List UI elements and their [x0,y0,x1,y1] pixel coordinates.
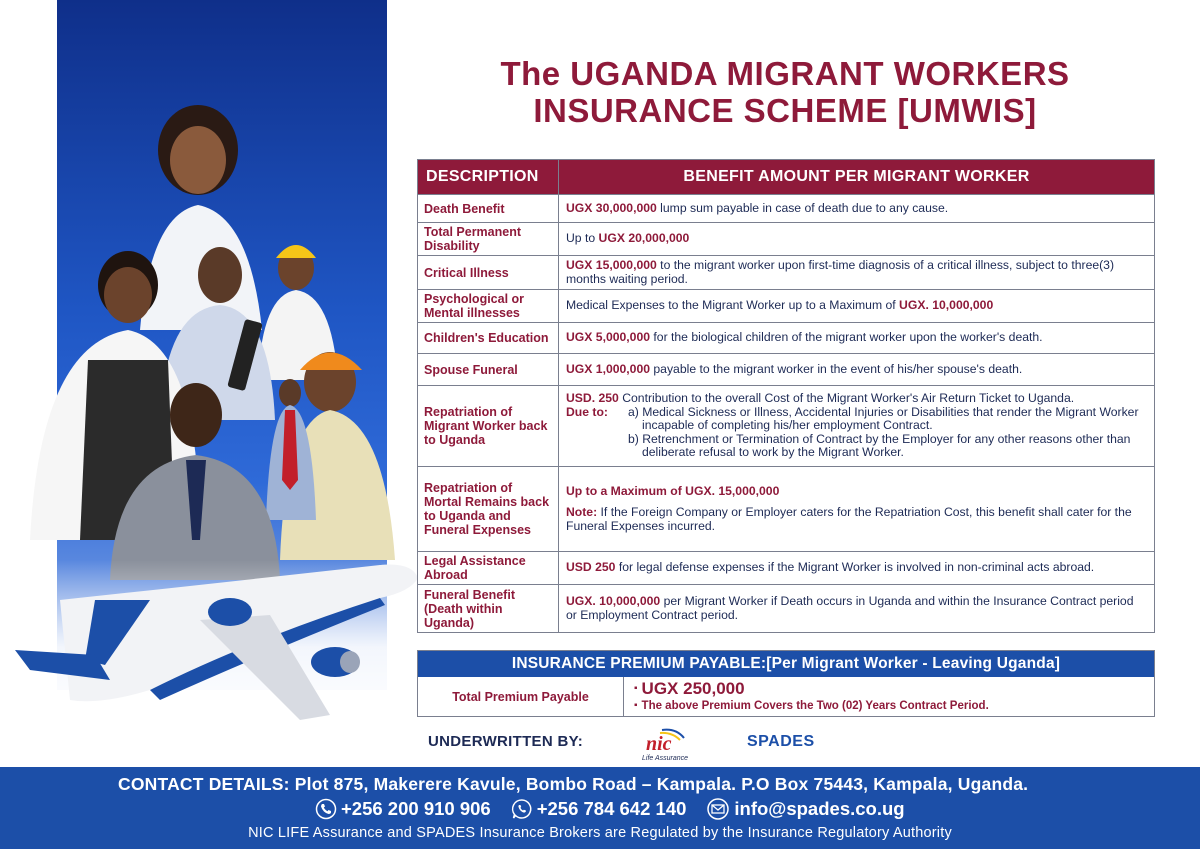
title-line-2: INSURANCE SCHEME [UMWIS] [533,92,1037,129]
contact-address: Plot 875, Makerere Kavule, Bombo Road – Kampala. P.O Box 75443, Kampala, Uganda. [294,774,1029,794]
row-amount: UGX 20,000,000 [598,231,690,246]
note-label: Note: [566,505,598,520]
row-amount: Up to a Maximum of UGX. 15,000,000 [566,483,780,498]
table-header-row [418,160,1155,195]
row-label: Children's Education [418,323,559,354]
table-row [418,323,1155,354]
benefits-table [417,159,1155,633]
phone-number-1: +256 200 910 906 [341,798,491,819]
row-value [559,256,1155,290]
row-label: Total Permanent Disability [418,223,559,256]
table-row [418,552,1155,585]
contact-address-line [118,774,1028,795]
row-value [559,354,1155,386]
row-amount: USD 250 [566,560,616,575]
row-prefix: Up to [566,231,599,246]
row-text: Contribution to the overall Cost of the Migrant Worker's Air Return Ticket to Uganda. [618,391,1075,406]
spades-logo: SPADES [747,733,815,750]
regulation-notice: NIC LIFE Assurance and SPADES Insurance Brokers are Regulated by the Insurance Regulatory Authority [248,825,952,841]
table-row [418,386,1155,467]
due-to-label: Due to: [566,404,608,419]
row-label: Legal Assistance Abroad [418,552,559,585]
row-text: lump sum payable in case of death due to any cause. [656,200,949,215]
row-label: Repatriation of Mortal Remains back to Uganda and Funeral Expenses [418,467,559,552]
whatsapp-icon [511,798,533,820]
premium-header: INSURANCE PREMIUM PAYABLE:[Per Migrant Worker - Leaving Uganda] [418,651,1154,677]
contact-details-label: CONTACT DETAILS: [118,774,290,794]
table-row [418,354,1155,386]
row-value [559,290,1155,323]
nic-life-assurance-logo [632,724,692,764]
table-row [418,585,1155,633]
row-value [559,552,1155,585]
page-title [430,55,1140,129]
table-row [418,223,1155,256]
premium-label: Total Premium Payable [418,677,624,716]
contact-methods [315,798,925,820]
row-amount: UGX 30,000,000 [566,200,657,215]
title-line-1: The UGANDA MIGRANT WORKERS [500,55,1070,92]
due-item-b: b) Retrenchment or Termination of Contract by the Employer for any other reasons other than deliberate refusal to work by the Migrant Worker. [628,431,1131,460]
row-prefix: Medical Expenses to the Migrant Worker up to a Maximum of [566,298,900,313]
row-amount: UGX. 10,000,000 [566,594,661,608]
row-amount: UGX. 10,000,000 [899,298,994,313]
row-label: Funeral Benefit (Death within Uganda) [418,585,559,633]
row-amount: UGX 1,000,000 [566,361,651,376]
premium-row [418,677,1154,716]
nic-logo-subtext: Life Assurance [642,755,689,762]
phone-number-2: +256 784 642 140 [536,798,687,819]
due-item-a: a) Medical Sickness or Illness, Accidental Injuries or Disabilities that render the Migrant Worker incapable of completing his/her employment Contract. [628,404,1139,433]
header-benefit-amount: BENEFIT AMOUNT PER MIGRANT WORKER [559,160,1155,195]
row-amount: UGX 15,000,000 [566,258,657,272]
row-label: Repatriation of Migrant Worker back to Uganda [418,386,559,467]
premium-amount: ▪ UGX 250,000 [634,679,1144,699]
row-value [559,195,1155,223]
row-text: for the biological children of the migrant worker upon the worker's death. [650,330,1043,345]
row-label: Death Benefit [418,195,559,223]
row-value [559,585,1155,633]
premium-table [417,650,1155,717]
nurse-figure [140,105,262,330]
email-contact[interactable] [706,798,904,820]
table-row [418,290,1155,323]
phone-contact-1[interactable] [315,798,491,820]
row-label: Critical Illness [418,256,559,290]
email-address: info@spades.co.ug [734,798,905,819]
row-amount: UGX 5,000,000 [566,330,651,345]
premium-note: ▪ The above Premium Covers the Two (02) Years Contract Period. [634,699,1144,713]
contact-footer [0,767,1200,849]
row-amount: USD. 250 [566,391,619,406]
workers-illustration [0,0,420,735]
row-note: If the Foreign Company or Employer caters for the Repatriation Cost, this benefit shall cater for the Funeral Expenses incurred. [566,505,1132,533]
header-description: DESCRIPTION [418,160,559,195]
row-value [559,386,1155,467]
row-text: per Migrant Worker if Death occurs in Uganda and within the Insurance Contract period or Employment Contract period. [566,594,1134,622]
table-row [418,256,1155,290]
nic-logo-text: nic [646,733,672,755]
row-label: Psychological or Mental illnesses [418,290,559,323]
email-icon [706,798,730,820]
row-value [559,323,1155,354]
phone-icon [315,798,337,820]
hero-image-collage [0,0,420,735]
row-value [559,223,1155,256]
row-value [559,467,1155,552]
table-row [418,467,1155,552]
row-text: to the migrant worker upon first-time diagnosis of a critical illness, subject to three(3) months waiting period. [566,258,1115,286]
row-text: payable to the migrant worker in the event of his/her spouse's death. [650,361,1023,376]
table-row [418,195,1155,223]
row-text: for legal defense expenses if the Migrant Worker is involved in non-criminal acts abroad. [615,560,1095,575]
whatsapp-contact[interactable] [511,798,687,820]
row-label: Spouse Funeral [418,354,559,386]
underwritten-label: UNDERWRITTEN BY: [428,733,584,750]
